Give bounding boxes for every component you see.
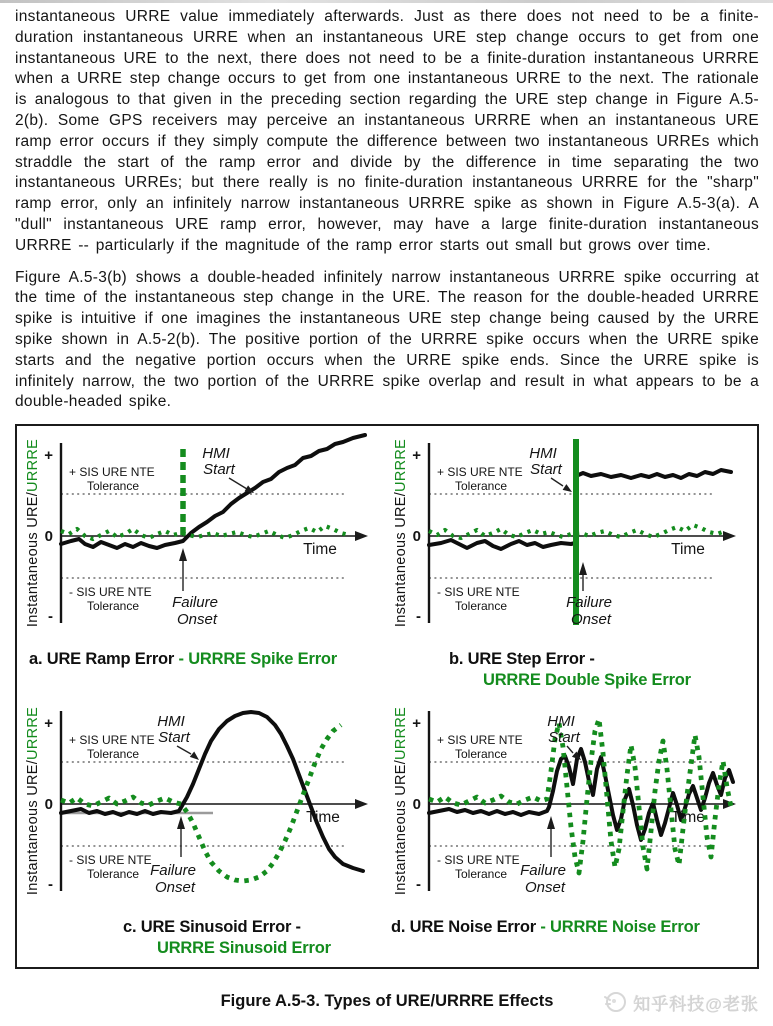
failure-onset-label: Failure bbox=[520, 862, 566, 880]
failure-arrowhead bbox=[177, 816, 185, 829]
hmi-start-label: HMI bbox=[202, 445, 230, 463]
hmi-start-label-2: Start bbox=[530, 461, 562, 479]
minus-label: - bbox=[416, 876, 421, 894]
failure-arrowhead bbox=[547, 816, 555, 829]
panel-b bbox=[391, 431, 751, 697]
failure-onset-label-2: Onset bbox=[524, 879, 566, 897]
watermark-logo-icon bbox=[602, 989, 628, 1015]
hmi-start-label-2: Start bbox=[158, 729, 190, 747]
y-axis-title-black: Instantaneous URE/ bbox=[25, 492, 41, 628]
hmi-arrowhead bbox=[563, 484, 572, 492]
minus-label: - bbox=[416, 608, 421, 626]
y-axis-title bbox=[393, 707, 409, 895]
lower-tolerance-label: - SIS URE NTE bbox=[69, 585, 152, 600]
zero-label: 0 bbox=[44, 796, 53, 814]
figure-caption: Figure A.5-3. Types of URE/URRRE Effects bbox=[220, 992, 554, 1011]
hmi-start-label: HMI bbox=[547, 713, 575, 731]
lower-tolerance-label-2: Tolerance bbox=[455, 867, 508, 882]
minus-label: - bbox=[48, 608, 53, 626]
hmi-start-label: HMI bbox=[157, 713, 185, 731]
y-axis-title-green: URRRE bbox=[25, 707, 41, 761]
hmi-arrow bbox=[177, 746, 191, 754]
panel-a-plot bbox=[23, 431, 383, 646]
time-label: Time bbox=[671, 809, 705, 827]
y-axis-title bbox=[25, 707, 41, 895]
panel-d-caption: d. URE Noise Error - URRRE Noise Error bbox=[391, 918, 700, 937]
panel-a bbox=[23, 431, 383, 697]
upper-tolerance-label: + SIS URE NTE bbox=[437, 465, 523, 480]
plus-label: + bbox=[412, 447, 421, 465]
y-axis-title-green: URRRE bbox=[25, 439, 41, 493]
y-axis-title-black: Instantaneous URE/ bbox=[25, 760, 41, 896]
zero-label: 0 bbox=[44, 528, 53, 546]
zero-label: 0 bbox=[412, 796, 421, 814]
minus-label: - bbox=[48, 876, 53, 894]
lower-tolerance-label-2: Tolerance bbox=[455, 599, 508, 614]
y-axis-title-black: Instantaneous URE/ bbox=[393, 492, 409, 628]
upper-tolerance-label-2: Tolerance bbox=[87, 747, 140, 762]
panel-d-plot bbox=[391, 699, 751, 914]
x-axis-arrowhead bbox=[723, 531, 736, 541]
hmi-arrow bbox=[567, 746, 573, 753]
failure-onset-label-2: Onset bbox=[570, 611, 612, 629]
plus-label: + bbox=[412, 715, 421, 733]
lower-tolerance-label-2: Tolerance bbox=[87, 867, 140, 882]
plus-label: + bbox=[44, 447, 53, 465]
failure-onset-label-2: Onset bbox=[154, 879, 196, 897]
figure-a5-3 bbox=[15, 424, 759, 969]
time-label: Time bbox=[303, 541, 337, 559]
lower-tolerance-label: - SIS URE NTE bbox=[437, 853, 520, 868]
hmi-start-label: HMI bbox=[529, 445, 557, 463]
watermark-text: 知乎科技@老张 bbox=[633, 994, 759, 1014]
panel-b-caption: b. URE Step Error - URRRE Double Spike Error bbox=[449, 650, 691, 690]
failure-onset-label: Failure bbox=[172, 594, 218, 612]
x-axis-arrowhead bbox=[355, 531, 368, 541]
y-axis-title bbox=[393, 439, 409, 627]
time-label: Time bbox=[306, 809, 340, 827]
hmi-arrowhead bbox=[190, 752, 199, 761]
zero-label: 0 bbox=[412, 528, 421, 546]
paragraph-1: instantaneous URRE value immediately afterwards. Just as there does not need to be a finite-duration instantaneous URRE when an instantaneous URE step change occurs to get from one instantaneous URE to the next, there does not need to be a finite-duration instantaneous URRRE when a URRE step change occurs to get from one instantaneous URRE to the next. The rationale is analogous to that given in the preceding section regarding the URE step change in Figure A.5-2(b). Some GPS receivers may perceive an instantaneous URRRE when an instantaneous URE ramp error occurs if they simply compute the difference between two instantaneous URREs which straddle the start of the ramp error and divide by the difference in time separating the two instantaneous URREs; but there really is no finite-duration instantaneous URRRE for the "sharp" ramp error, only an infinitely narrow instantaneous URRRE spike as shown in Figure A.5-3(a). A "dull" instantaneous URE ramp error, however, may have a large finite-duration instantaneous URRRE -- particularly if the magnitude of the ramp error starts out small but grows over time. bbox=[15, 8, 759, 254]
time-label: Time bbox=[671, 541, 705, 559]
x-axis-arrowhead bbox=[355, 799, 368, 809]
y-axis-title bbox=[25, 439, 41, 627]
failure-onset-label: Failure bbox=[566, 594, 612, 612]
failure-onset-label: Failure bbox=[150, 862, 196, 880]
paragraph-2: Figure A.5-3(b) shows a double-headed infinitely narrow instantaneous URRRE spike occurring at the time of the instantaneous step change in the URE. The reason for the double-headed URRRE spike is intuitive if one imagines the instantaneous URE step change being caused by the URRE spike shown in A.5-2(b). The positive portion of the URRRE spike occurs when the URRE spike starts and the negative portion occurs when the URRE spike ends. Since the URRE spike is infinitely narrow, the two portion of the URRRE spike overlap and result in what appears to be a double-headed spike. bbox=[15, 268, 759, 411]
y-axis-title-black: Instantaneous URE/ bbox=[393, 760, 409, 896]
lower-tolerance-label-2: Tolerance bbox=[87, 599, 140, 614]
failure-arrowhead bbox=[179, 548, 187, 561]
urrre-curve bbox=[61, 526, 349, 539]
hmi-start-label-2: Start bbox=[548, 729, 580, 747]
hmi-arrow bbox=[551, 478, 563, 486]
panel-c bbox=[23, 699, 383, 965]
upper-tolerance-label: + SIS URE NTE bbox=[437, 733, 523, 748]
upper-tolerance-label-2: Tolerance bbox=[455, 479, 508, 494]
upper-tolerance-label: + SIS URE NTE bbox=[69, 733, 155, 748]
y-axis-title-green: URRRE bbox=[393, 707, 409, 761]
upper-tolerance-label-2: Tolerance bbox=[87, 479, 140, 494]
panel-a-caption: a. URE Ramp Error - URRRE Spike Error bbox=[29, 650, 338, 669]
hmi-arrow bbox=[229, 478, 247, 489]
page-footer bbox=[15, 983, 759, 1026]
panel-c-caption: c. URE Sinusoid Error - URRRE Sinusoid Error bbox=[123, 918, 331, 958]
failure-onset-label-2: Onset bbox=[176, 611, 218, 629]
y-axis-title-green: URRRE bbox=[393, 439, 409, 493]
failure-arrowhead bbox=[579, 562, 587, 575]
panel-c-plot bbox=[23, 699, 383, 914]
upper-tolerance-label: + SIS URE NTE bbox=[69, 465, 155, 480]
watermark bbox=[602, 989, 759, 1015]
scan-artifact-line bbox=[0, 0, 773, 3]
plus-label: + bbox=[44, 715, 53, 733]
hmi-start-label-2: Start bbox=[203, 461, 235, 479]
lower-tolerance-label: - SIS URE NTE bbox=[69, 853, 152, 868]
panel-d bbox=[391, 699, 751, 965]
lower-tolerance-label: - SIS URE NTE bbox=[437, 585, 520, 600]
ure-curve bbox=[429, 749, 733, 840]
panel-b-plot bbox=[391, 431, 751, 646]
upper-tolerance-label-2: Tolerance bbox=[455, 747, 508, 762]
